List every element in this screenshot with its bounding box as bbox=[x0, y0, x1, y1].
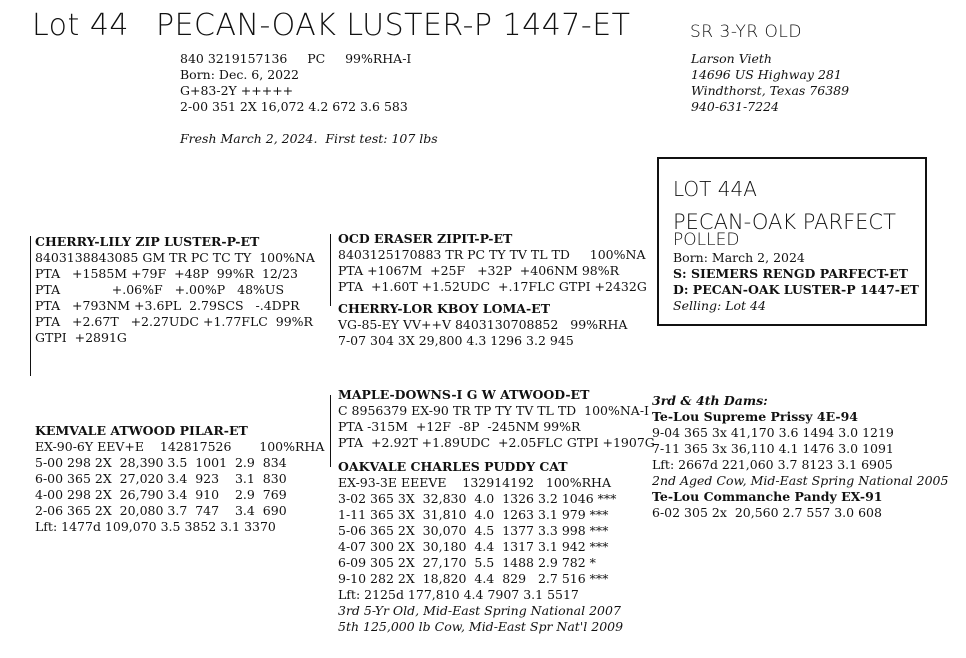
dam-dam-line: 9-10 282 2X 18,820 4.4 829 2.7 516 *** bbox=[338, 571, 609, 586]
third-dam-line: 9-04 365 3x 41,170 3.6 1494 3.0 1219 bbox=[652, 425, 894, 440]
consignor-line: 14696 US Highway 281 bbox=[691, 67, 842, 82]
dam-dam-name: OAKVALE CHARLES PUDDY CAT bbox=[338, 459, 568, 474]
lot44a-polled: POLLED bbox=[673, 230, 740, 250]
pedigree-bracket bbox=[330, 234, 331, 306]
cow-info bbox=[180, 51, 411, 115]
lot44a-name: PECAN-OAK PARFECT bbox=[673, 210, 896, 234]
fourth-dam-line: 6-02 305 2x 20,560 2.7 557 3.0 608 bbox=[652, 505, 882, 520]
lot44a-sire: S: SIEMERS RENGD PARFECT-ET bbox=[673, 266, 908, 281]
sire-line: PTA +1585M +79F +48P 99%R 12/23 bbox=[35, 266, 298, 281]
dam-line: 5-00 298 2X 28,390 3.5 1001 2.9 834 bbox=[35, 455, 287, 470]
dams34-heading: 3rd & 4th Dams: bbox=[652, 393, 768, 408]
dam-dam-award: 5th 125,000 lb Cow, Mid-East Spr Nat'l 2009 bbox=[338, 619, 624, 634]
sire-sire-line: PTA +1.60T +1.52UDC +.17FLC GTPI +2432G bbox=[338, 279, 647, 294]
sire-line: PTA +793NM +3.6PL 2.79SCS -.4DPR bbox=[35, 298, 300, 313]
dam-line: Lft: 1477d 109,070 3.5 3852 3.1 3370 bbox=[35, 519, 276, 534]
dam-dam-line: Lft: 2125d 177,810 4.4 7907 3.1 5517 bbox=[338, 587, 579, 602]
consignor-line: 940-631-7224 bbox=[691, 99, 779, 114]
sire-line: PTA +.06%F +.00%P 48%US bbox=[35, 282, 285, 297]
third-dam-line: 7-11 365 3x 36,110 4.1 1476 3.0 1091 bbox=[652, 441, 894, 456]
sire-dam-line: VG-85-EY VV++V 8403130708852 99%RHA bbox=[338, 317, 628, 332]
sire-name: CHERRY-LILY ZIP LUSTER-P-ET bbox=[35, 234, 260, 249]
dam-dam-line: EX-93-3E EEEVE 132914192 100%RHA bbox=[338, 475, 611, 490]
sire-line: PTA +2.67T +2.27UDC +1.77FLC 99%R bbox=[35, 314, 313, 329]
cow-info-line: 2-00 351 2X 16,072 4.2 672 3.6 583 bbox=[180, 99, 408, 114]
cow-info-line: 840 3219157136 PC 99%RHA-I bbox=[180, 51, 412, 66]
dam-dam-line: 4-07 300 2X 30,180 4.4 1317 3.1 942 *** bbox=[338, 539, 609, 554]
dam-line: 4-00 298 2X 26,790 3.4 910 2.9 769 bbox=[35, 487, 287, 502]
sire-line: 8403138843085 GM TR PC TC TY 100%NA bbox=[35, 250, 315, 265]
sire-line: GTPI +2891G bbox=[35, 330, 127, 345]
dam-dam-line: 1-11 365 3X 31,810 4.0 1263 3.1 979 *** bbox=[338, 507, 609, 522]
dam-dam-block bbox=[338, 459, 623, 635]
third-dam-line: Lft: 2667d 221,060 3.7 8123 3.1 6905 bbox=[652, 457, 893, 472]
sire-dam-line: 7-07 304 3X 29,800 4.3 1296 3.2 945 bbox=[338, 333, 574, 348]
sire-sire-name: OCD ERASER ZIPIT-P-ET bbox=[338, 231, 513, 246]
consignor bbox=[691, 51, 849, 115]
lot44a-lot: LOT 44A bbox=[673, 177, 757, 201]
sire-dam-block bbox=[338, 301, 627, 349]
dam-sire-line: C 8956379 EX-90 TR TP TY TV TL TD 100%NA-I bbox=[338, 403, 649, 418]
dam-sire-line: PTA -315M +12F -8P -245NM 99%R bbox=[338, 419, 581, 434]
dam-sire-block bbox=[338, 387, 655, 451]
third-dam-award: 2nd Aged Cow, Mid-East Spring National 2005 bbox=[652, 473, 949, 488]
dam-dam-award: 3rd 5-Yr Old, Mid-East Spring National 2007 bbox=[338, 603, 621, 618]
lot44a-dam: D: PECAN-OAK LUSTER-P 1447-ET bbox=[673, 282, 919, 297]
sire-block bbox=[35, 234, 315, 346]
lot44a-selling: Selling: Lot 44 bbox=[673, 298, 766, 313]
sire-sire-line: PTA +1067M +25F +32P +406NM 98%R bbox=[338, 263, 620, 278]
lot44a-born: Born: March 2, 2024 bbox=[673, 250, 805, 265]
cow-name: PECAN-OAK LUSTER-P 1447-ET bbox=[156, 8, 631, 43]
dam-line: 2-06 365 2X 20,080 3.7 747 3.4 690 bbox=[35, 503, 287, 518]
dam-dam-line: 3-02 365 3X 32,830 4.0 1326 3.2 1046 *** bbox=[338, 491, 617, 506]
consignor-line: Windthorst, Texas 76389 bbox=[691, 83, 850, 98]
dam-sire-name: MAPLE-DOWNS-I G W ATWOOD-ET bbox=[338, 387, 590, 402]
sire-dam-name: CHERRY-LOR KBOY LOMA-ET bbox=[338, 301, 551, 316]
dam-sire-line: PTA +2.92T +1.89UDC +2.05FLC GTPI +1907G bbox=[338, 435, 655, 450]
dam-block bbox=[35, 423, 324, 535]
lot44a-box bbox=[657, 157, 927, 326]
lot-number: Lot 44 bbox=[32, 8, 130, 43]
pedigree-bracket bbox=[30, 236, 31, 376]
age-class: SR 3-YR OLD bbox=[690, 22, 802, 42]
consignor-line: Larson Vieth bbox=[691, 51, 772, 66]
dam-line: 6-00 365 2X 27,020 3.4 923 3.1 830 bbox=[35, 471, 287, 486]
dam-dam-line: 5-06 365 2X 30,070 4.5 1377 3.3 998 *** bbox=[338, 523, 609, 538]
cow-info-line: G+83-2Y +++++ bbox=[180, 83, 294, 98]
cow-info-line: Born: Dec. 6, 2022 bbox=[180, 67, 300, 82]
sire-sire-line: 8403125170883 TR PC TY TV TL TD 100%NA bbox=[338, 247, 646, 262]
sire-sire-block bbox=[338, 231, 647, 295]
dam-dam-line: 6-09 305 2X 27,170 5.5 1488 2.9 782 * bbox=[338, 555, 596, 570]
dam-line: EX-90-6Y EEV+E 142817526 100%RHA bbox=[35, 439, 325, 454]
dam-name: KEMVALE ATWOOD PILAR-ET bbox=[35, 423, 248, 438]
third-dam-name: Te-Lou Supreme Prissy 4E-94 bbox=[652, 409, 858, 424]
fourth-dam-name: Te-Lou Commanche Pandy EX-91 bbox=[652, 489, 883, 504]
fresh-note: Fresh March 2, 2024. First test: 107 lbs bbox=[180, 131, 438, 146]
pedigree-bracket bbox=[330, 395, 331, 467]
dams34-block bbox=[652, 393, 948, 521]
